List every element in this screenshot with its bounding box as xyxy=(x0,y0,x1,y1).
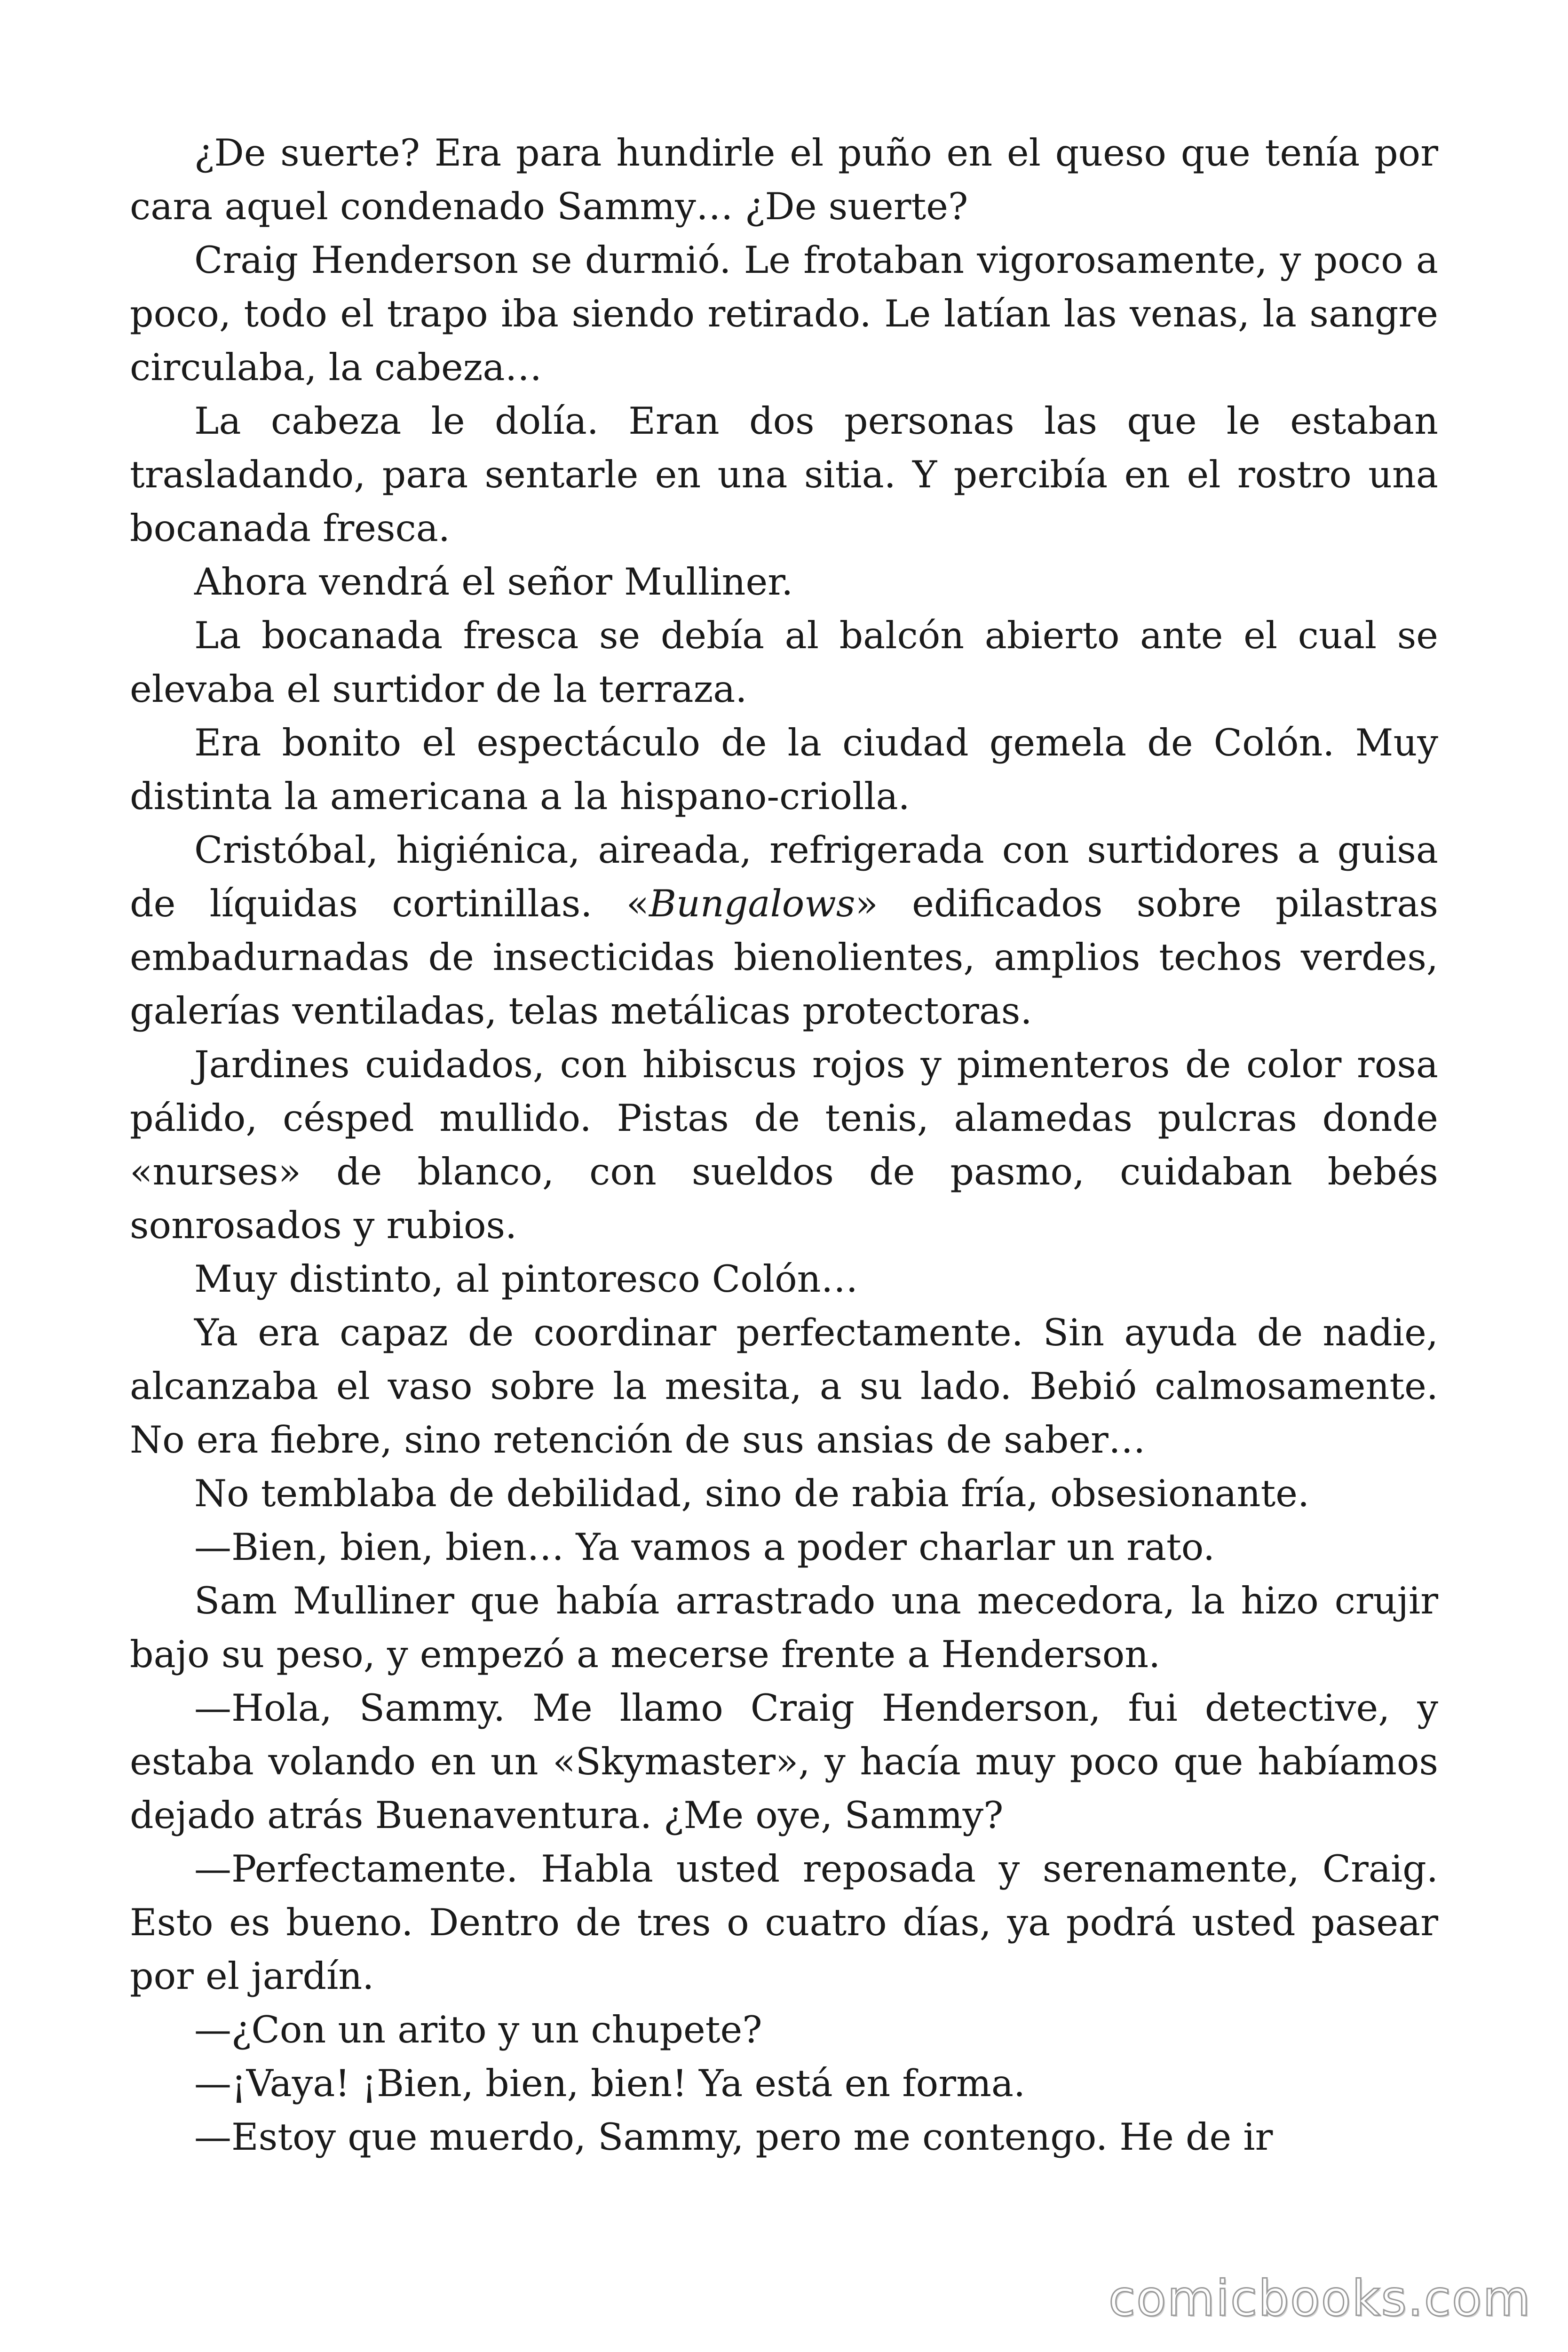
paragraph-15: —Perfectamente. Habla usted reposada y serenamente, Craig. Esto es bueno. Dentro de tres o cuatro días, ya podrá usted pasear por el jardín. xyxy=(130,1847,1438,1998)
paragraph-18: —Estoy que muerdo, Sammy, pero me contengo. He de ir xyxy=(194,2115,1273,2159)
paragraph-3: La cabeza le dolía. Eran dos personas las que le estaban trasladando, para sentarle en una sitia. Y percibía en el rostro una bocanada fresca. xyxy=(130,399,1438,550)
paragraph-13: Sam Mulliner que había arrastrado una mecedora, la hizo crujir bajo su peso, y empezó a mecerse frente a Henderson. xyxy=(130,1579,1438,1676)
italic-loanword: Bungalows xyxy=(649,882,855,925)
paragraph-10: Ya era capaz de coordinar perfectamente. Sin ayuda de nadie, alcanzaba el vaso sobre la mesita, a su lado. Bebió calmosamente. No era fiebre, sino retención de sus ansias de saber… xyxy=(130,1311,1438,1462)
paragraph-4: Ahora vendrá el señor Mulliner. xyxy=(194,560,793,604)
paragraph-7: Cristóbal, higiénica, aireada, refrigerada con surtidores a guisa de líquidas cortinillas. «Bungalows» edificados sobre pilastras embadurnadas de insecticidas bienolientes, amplios techos verdes, galerías ventiladas, telas metálicas protectoras. xyxy=(130,828,1438,1033)
paragraph-16: —¿Con un arito y un chupete? xyxy=(194,2008,762,2051)
paragraph-6: Era bonito el espectáculo de la ciudad gemela de Colón. Muy distinta la americana a la hispano-criolla. xyxy=(130,721,1438,818)
book-page-text xyxy=(130,126,1438,2164)
paragraph-14: —Hola, Sammy. Me llamo Craig Henderson, fui detective, y estaba volando en un «Skymaster», y hacía muy poco que habíamos dejado atrás Buenaventura. ¿Me oye, Sammy? xyxy=(130,1686,1438,1837)
paragraph-2: Craig Henderson se durmió. Le frotaban vigorosamente, y poco a poco, todo el trapo iba siendo retirado. Le latían las venas, la sangre circulaba, la cabeza… xyxy=(130,238,1438,389)
paragraph-12: —Bien, bien, bien… Ya vamos a poder charlar un rato. xyxy=(194,1526,1215,1569)
paragraph-11: No temblaba de debilidad, sino de rabia fría, obsesionante. xyxy=(194,1472,1310,1515)
paragraph-17: —¡Vaya! ¡Bien, bien, bien! Ya está en forma. xyxy=(194,2062,1026,2105)
watermark-logo: comicbooks.com xyxy=(1108,2270,1531,2327)
paragraph-9: Muy distinto, al pintoresco Colón… xyxy=(194,1257,858,1301)
paragraph-8: Jardines cuidados, con hibiscus rojos y pimenteros de color rosa pálido, césped mullido. Pistas de tenis, alamedas pulcras donde «nurses» de blanco, con sueldos de pasmo, cuidaban bebés sonrosados y rubios. xyxy=(130,1043,1438,1247)
paragraph-1: ¿De suerte? Era para hundirle el puño en el queso que tenía por cara aquel condenado Sammy… ¿De suerte? xyxy=(130,131,1438,228)
paragraph-5: La bocanada fresca se debía al balcón abierto ante el cual se elevaba el surtidor de la terraza. xyxy=(130,614,1438,711)
